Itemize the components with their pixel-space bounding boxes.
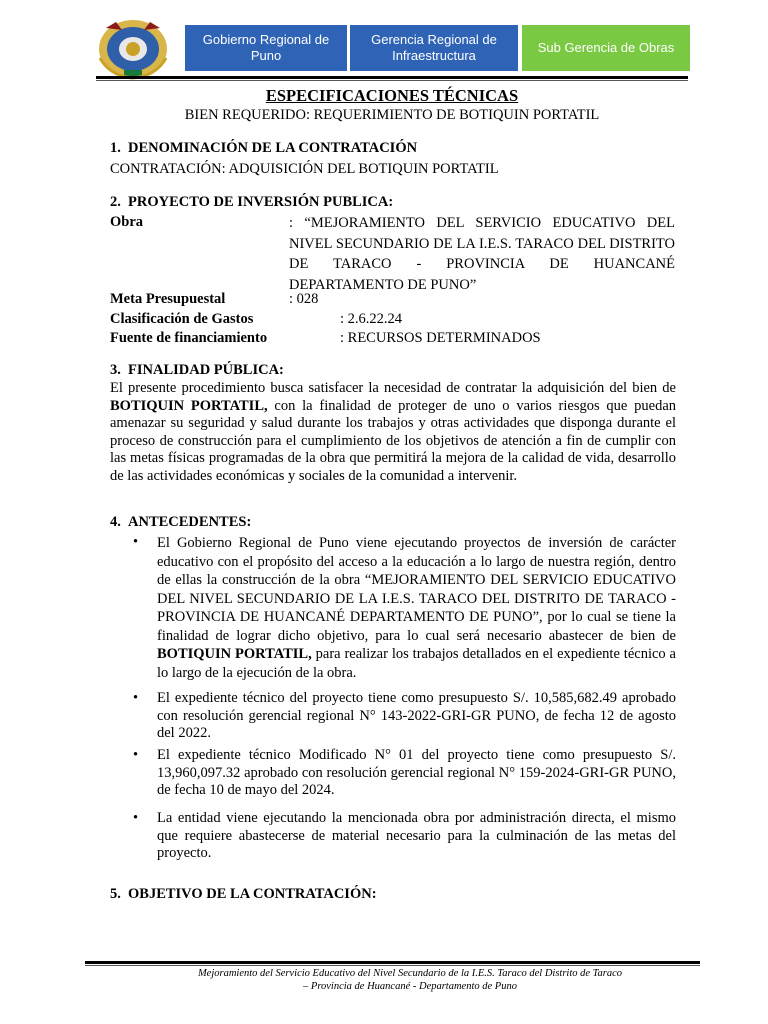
clasificacion-gastos-value: : 2.6.22.24 [340, 311, 403, 327]
header-box-gerencia-regional [350, 25, 518, 71]
header-divider [96, 76, 688, 79]
list-item-bold-text: BOTIQUIN PORTATIL, [157, 646, 312, 662]
clasificacion-gastos-label: Clasificación de Gastos [110, 311, 254, 327]
section-heading-text: PROYECTO DE INVERSIÓN PUBLICA: [128, 194, 394, 210]
antecedentes-item-4: La entidad viene ejecutando la mencionada obra por administración directa, el mismo que requiere abastecerse de material necesario para la culminación de las metas del proyecto. [157, 810, 676, 861]
header-box-label: Gerencia Regional de Infraestructura [371, 32, 497, 63]
obra-value: : “MEJORAMIENTO DEL SERVICIO EDUCATIVO DEL NIVEL SECUNDARIO DE LA I.E.S. TARACO DEL DISTRITO DE TARACO - PROVINCIA DE HUANCANÉ DEPARTAMENTO DE PUNO” [289, 215, 675, 293]
finalidad-paragraph [110, 380, 676, 485]
footer-line-2: – Provincia de Huancané - Departamento de Puno [303, 981, 517, 992]
section-1-heading [110, 140, 417, 157]
fuente-financiamiento-value: : RECURSOS DETERMINADOS [340, 330, 541, 346]
section-heading-text: FINALIDAD PÚBLICA: [128, 362, 284, 378]
section-number: 2. [110, 194, 121, 210]
header-box-sub-gerencia [522, 25, 690, 71]
section-heading-text: OBJETIVO DE LA CONTRATACIÓN: [128, 886, 377, 902]
section-4-heading [110, 514, 251, 531]
page-footer [100, 967, 720, 993]
antecedentes-item-2: El expediente técnico del proyecto tiene como presupuesto S/. 10,585,682.49 aprobado con resolución gerencial regional N° 143-2022-GRI-GR PUNO, de fecha 12 de agosto del 2022. [157, 690, 676, 741]
puno-coat-of-arms-logo [96, 18, 170, 80]
section-heading-text: DENOMINACIÓN DE LA CONTRATACIÓN [128, 140, 418, 156]
section-heading-text: ANTECEDENTES: [128, 514, 252, 530]
section-2-heading [110, 194, 393, 211]
document-subtitle: BIEN REQUERIDO: REQUERIMIENTO DE BOTIQUIN PORTATIL [184, 107, 600, 123]
section-number: 5. [110, 886, 121, 902]
footer-divider [85, 961, 700, 964]
paragraph-bold-text: BOTIQUIN PORTATIL, [110, 397, 268, 414]
paragraph-text: El presente procedimiento busca satisfacer la necesidad de contratar la adquisición del bien de [110, 380, 676, 396]
bullet-icon: • [133, 810, 139, 826]
meta-presupuestal-label: Meta Presupuestal [110, 291, 226, 307]
section-3-heading [110, 362, 284, 379]
meta-presupuestal-value: : 028 [289, 291, 319, 307]
fuente-financiamiento-label: Fuente de financiamiento [110, 330, 268, 346]
section-number: 4. [110, 514, 121, 530]
header-box-label: Gobierno Regional de Puno [202, 32, 330, 63]
header-box-gobierno-regional [185, 25, 347, 71]
section-number: 3. [110, 362, 121, 378]
list-item-text: para realizar los trabajos detallados en el expediente técnico a lo largo de la ejecución de la obra. [157, 646, 676, 681]
header-box-label: Sub Gerencia de Obras [537, 40, 675, 55]
obra-label: Obra [110, 214, 144, 230]
header-divider-thin [96, 80, 688, 81]
section-1-text: CONTRATACIÓN: ADQUISICIÓN DEL BOTIQUIN PORTATIL [110, 161, 499, 177]
antecedentes-item-3: El expediente técnico Modificado N° 01 del proyecto tiene como presupuesto S/. 13,960,097.32 aprobado con resolución gerencial regional N° 159-2024-GRI-GR PUNO, de fecha 10 de mayo del 2024. [157, 747, 676, 798]
bullet-icon: • [133, 747, 139, 763]
bullet-icon: • [133, 534, 139, 550]
section-5-heading [110, 886, 377, 903]
antecedentes-item-1 [157, 534, 676, 682]
section-number: 1. [110, 140, 121, 156]
footer-line-1: Mejoramiento del Servicio Educativo del Nivel Secundario de la I.E.S. Taraco del Distrito de Taraco [197, 968, 623, 979]
paragraph-text: con la finalidad de proteger de uno o varios riesgos que puedan amenazar su seguridad y salud durante los trabajos y otras actividades que disponga durante el proceso de construcción para el cumplimiento de los objetivos de atención a fin de cumplir con las metas físicas programadas de la obra que permitirá la mejora de la calidad de vida, desarrollo de las actividades económicas y sociales de la comunidad a intervenir. [110, 397, 677, 484]
list-item-text: El Gobierno Regional de Puno viene ejecutando proyectos de inversión de carácter educativo con el propósito del acceso a la educación a lo largo de nuestra región, dentro de ellas la construcción de la obra “MEJORAMIENTO DEL SERVICIO EDUCATIVO DEL NIVEL SECUNDARIO DE LA I.E.S. TARACO DEL DISTRITO DE TARACO - PROVINCIA DE HUANCANÉ DEPARTAMENTO DE PUNO”, por lo cual se tiene la finalidad de lograr dicho objetivo, para lo cual será necesario abastecer de bien de [157, 535, 676, 644]
document-title: ESPECIFICACIONES TÉCNICAS [265, 86, 519, 105]
footer-divider-thin [85, 965, 700, 966]
bullet-icon: • [133, 690, 139, 706]
